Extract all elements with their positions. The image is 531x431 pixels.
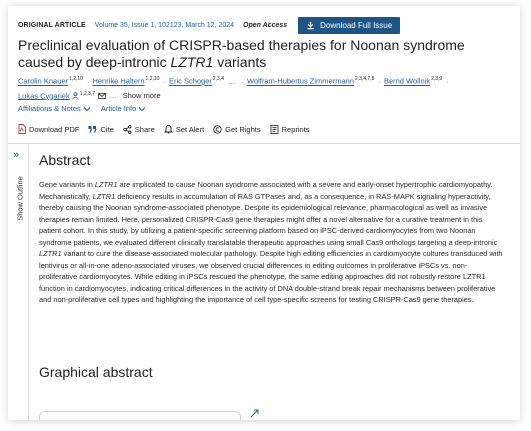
author-separator: · (446, 76, 449, 86)
chevron-down-icon (83, 106, 91, 112)
affiliations-notes-toggle[interactable] (18, 104, 91, 113)
header-divider (8, 143, 520, 144)
article-tools-row (18, 124, 310, 134)
author-link[interactable]: Carolin Knauer (18, 76, 69, 86)
graphical-abstract-image[interactable] (39, 411, 241, 420)
author-link[interactable]: Bernd Wollnik (383, 76, 431, 86)
expand-icon[interactable] (250, 409, 259, 418)
outline-sidebar[interactable] (8, 144, 29, 420)
author-link[interactable]: Henrike Haltern (92, 76, 145, 86)
download-full-issue-label: Download Full Issue (320, 20, 393, 30)
author-affiliation-sup: 2,3,4,7,8 (354, 76, 375, 82)
share-label: Share (134, 124, 155, 134)
pdf-icon (18, 124, 26, 134)
abstract-text-1: Gene variants in (39, 180, 95, 189)
reprints-icon (270, 125, 279, 134)
person-icon (72, 92, 79, 100)
author-ellipsis: … (109, 91, 117, 100)
share-button[interactable] (123, 124, 155, 134)
volume-issue-link[interactable]: Volume 35, Issue 1, 102123, March 12, 2024 (94, 21, 235, 29)
author-separator: · (378, 76, 381, 86)
mail-icon[interactable] (98, 93, 106, 99)
title-gene: LZTR1 (170, 54, 214, 70)
set-alert-label: Set Alert (175, 124, 205, 134)
author-affiliation-sup: 1,2,10 (69, 76, 83, 82)
show-outline-label[interactable]: Show Outline (15, 176, 25, 221)
article-meta-row (18, 16, 514, 34)
reprints-button[interactable] (270, 124, 310, 134)
article-links-row (18, 104, 146, 113)
author-affiliation-sup: 2,3,4 (212, 76, 225, 82)
share-icon (123, 125, 132, 134)
download-pdf-label: Download PDF (29, 124, 80, 134)
abstract-text-3: deficiency results in accumulation of RAS GTPases and, as a consequence, in RAS-MAPK signaling hyperactivity, thereby causing the Noonan syndrome-associated phenotype. Despite its epidemiological relevance, pharmacological as well as invasive therapies remain limited. Here, personalized CRISPR-Cas9 gene therapies might offer a novel alternative for a curative treatment in this patient cohort. In this study, by utilizing a patient-specific screening platform based on iPSC-derived cardiomyocytes from two Noonan syndrome patients, we evaluated different clinically translatable therapeutic approaches using small Cas9 orthologs targeting a deep-intronic (39, 191, 498, 247)
reprints-label: Reprints (281, 124, 310, 134)
get-rights-button[interactable] (213, 124, 260, 134)
article-info-label: Article Info (100, 104, 137, 113)
abstract-text-4: variant to cure the disease-associated molecular pathology. Despite high editing efficiencies in cardiomyocyte cultures transduced with lentivirus or all-in-one adeno-associated viruses, we observed crucial differences in editing outcomes in proliferative iPSCs vs. non-proliferative cardiomyocytes. While editing in iPSCs rescued the phenotype, the same editing approaches did not robustly restore LZTR1 function in cardiomyocytes, indicating critical differences in the activity of DNA double-strand break repair mechanisms between proliferative and non-proliferative cell types and highlighting the importance of cell type-specific screens for testing CRISPR-Cas9 gene therapies. (39, 249, 503, 304)
download-full-issue-button[interactable] (298, 17, 400, 34)
author-link[interactable]: Lukas Cyganek (18, 91, 70, 100)
download-pdf-button[interactable] (18, 124, 79, 134)
article-type: ORIGINAL ARTICLE (18, 21, 86, 29)
title-text-2: variants (213, 54, 267, 70)
chevron-down-icon (138, 106, 146, 112)
author-affiliation-sup: 2,3,9 (431, 76, 443, 82)
author-affiliation-sup: 1,2,3,7 (79, 90, 96, 97)
article-card (8, 6, 520, 420)
abstract-gene: LZTR1 (92, 191, 116, 201)
author-affiliation-sup: 1,2,10 (145, 76, 160, 82)
author-link[interactable]: Wolfram-Hubertus Zimmermann (247, 76, 354, 86)
author-separator: · (241, 76, 245, 86)
affiliations-notes-label: Affiliations & Notes (18, 104, 81, 113)
set-alert-button[interactable] (164, 124, 204, 134)
author-ellipsis: … (228, 76, 236, 86)
quote-icon (88, 125, 97, 133)
get-rights-label: Get Rights (225, 124, 261, 134)
copyright-icon (213, 125, 222, 134)
double-chevron-right-icon[interactable]: » (13, 149, 20, 161)
author-link[interactable]: Eric Schoger (168, 76, 212, 86)
abstract-gene: LZTR1 (94, 180, 118, 189)
graphical-abstract-heading: Graphical abstract (39, 364, 153, 380)
author-list (18, 73, 513, 102)
abstract-text-2: are implicated to cause Noonan syndrome associated with a severe and early-onset hypertrophic cardiomyopathy. Mechanistically, (39, 180, 493, 201)
cite-label: Cite (100, 124, 114, 134)
title-text-1: Preclinical evaluation of CRISPR-based therapies for Noonan syndrome caused by deep-intronic (18, 37, 465, 70)
abstract-gene: LZTR1 (39, 249, 62, 258)
article-title (18, 37, 513, 71)
open-access-badge: Open Access (243, 21, 288, 29)
author-separator: · (163, 76, 166, 86)
author-separator: · (86, 76, 90, 86)
download-icon (306, 21, 315, 30)
abstract-text (39, 179, 505, 306)
show-more-authors-link[interactable]: Show more (122, 91, 161, 100)
cite-button[interactable] (88, 124, 113, 134)
abstract-heading: Abstract (39, 152, 91, 168)
bell-icon (164, 124, 173, 134)
article-info-toggle[interactable] (101, 104, 146, 113)
